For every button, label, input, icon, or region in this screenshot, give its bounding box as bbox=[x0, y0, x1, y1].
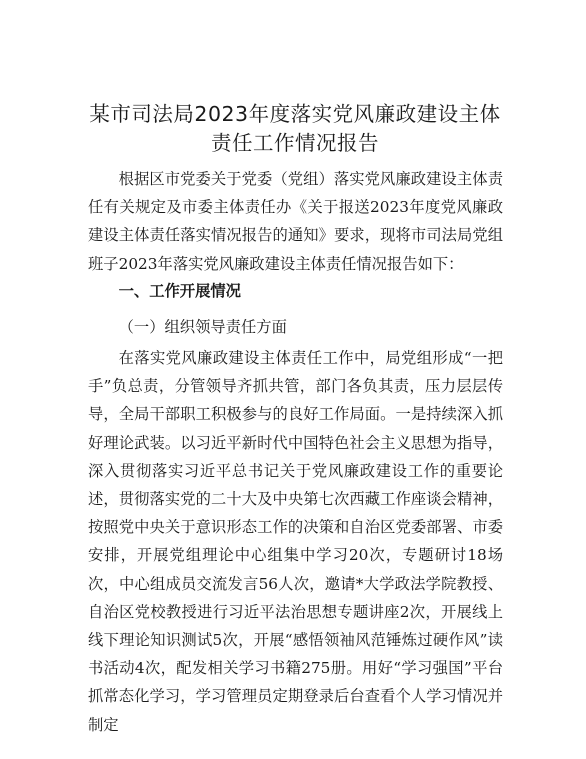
main-paragraph: 在落实党风廉政建设主体责任工作中，局党组形成“一把手”负总责，分管领导齐抓共管，部门各负其责，压力层层传导，全局干部职工积极参与的良好工作局面。一是持续深入抓好理论武装。以习近平新时代中国特色社会主义思想为指导，深入贯彻落实习近平总书记关于党风廉政建设工作的重要论述，贯彻落实党的二十大及中央第七次西藏工作座谈会精神，按照党中央关于意识形态工作的决策和自治区党委部署、市委安排，开展党组理论中心组集中学习20次，专题研讨18场次，中心组成员交流发言56人次，邀请*大学政法学院教授、自治区党校教授进行习近平法治思想专题讲座2次，开展线上线下理论知识测试5次，开展“感悟领袖风范锤炼过硬作风”读书活动4次，配发相关学习书籍275册。用好“学习强国”平台抓常态化学习，学习管理员定期登录后台查看个人学习情况并制定 bbox=[88, 349, 503, 734]
document-title: 某市司法局2023年度落实党风廉政建设主体责任工作情况报告 bbox=[89, 102, 501, 155]
section-heading: 一、工作开展情况 bbox=[118, 282, 241, 300]
intro-paragraph: 根据区市党委关于党委（党组）落实党风廉政建设主体责任有关规定及市委主体责任办《关于报送2023年度党风廉政建设主体责任落实情况报告的通知》要求，现将市司法局党组班子2023年落实党风廉政建设主体责任情况报告如下： bbox=[88, 170, 503, 273]
main-block bbox=[88, 344, 503, 739]
intro-block bbox=[88, 165, 503, 278]
subsection-heading: （一）组织领导责任方面 bbox=[118, 318, 287, 336]
